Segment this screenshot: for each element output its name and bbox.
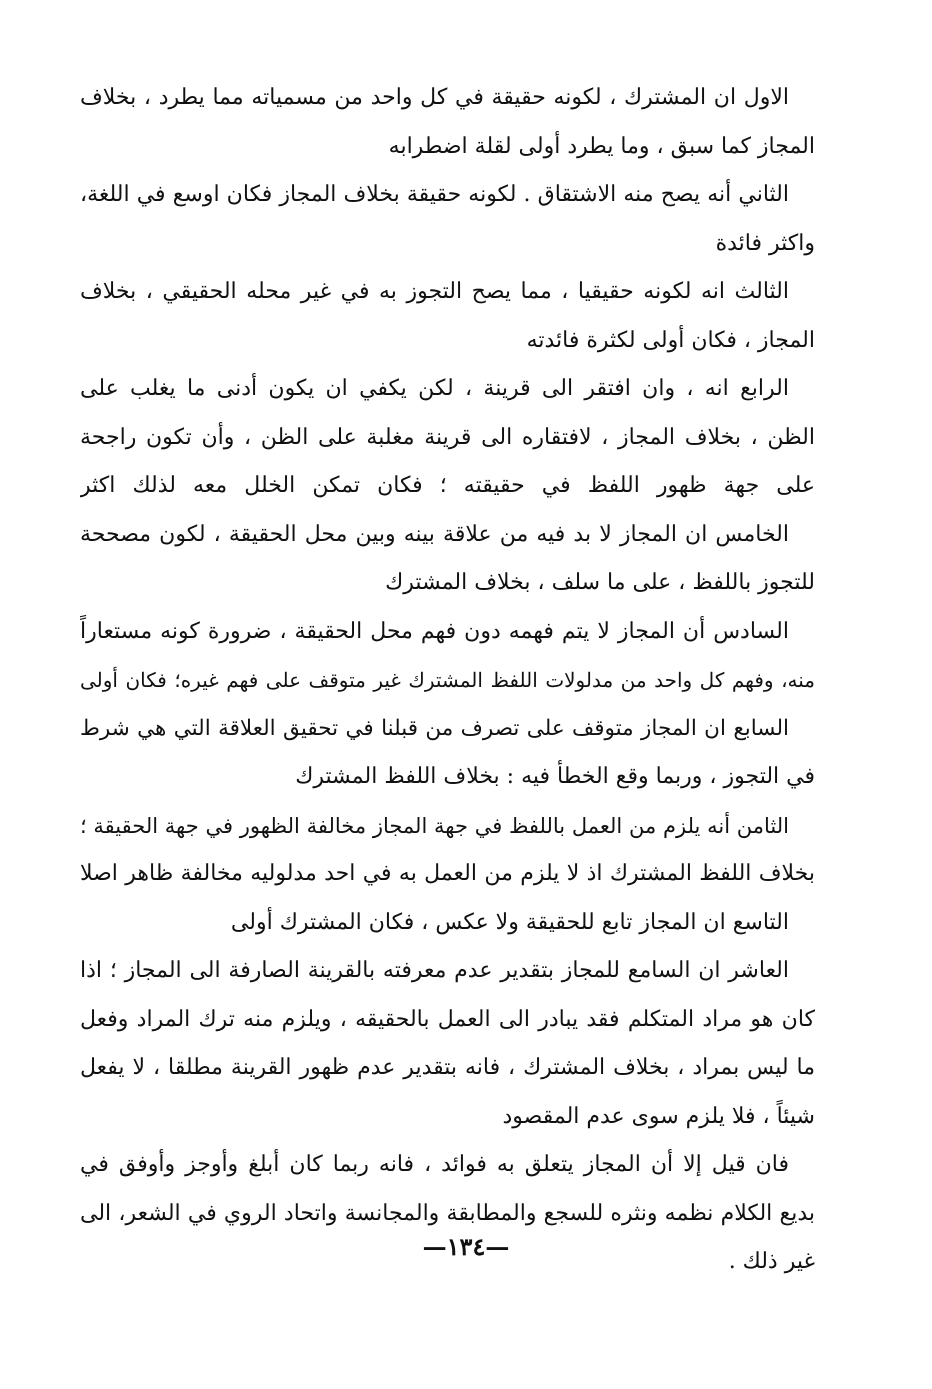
text-line-05: الثالث انه لكونه حقيقيا ، مما يصح التجوز به في غير محله الحقيقي ، بخلاف: [80, 279, 789, 304]
text-line-07: الرابع انه ، وان افتقر الى قرينة ، لكن يكفي ان يكون أدنى ما يغلب على: [80, 376, 789, 401]
text-line-10: الخامس ان المجاز لا بد فيه من علاقة بينه وبين محل الحقيقة ، لكون مصححة: [80, 521, 789, 547]
text-line-14: السابع ان المجاز متوقف على تصرف من قبلنا في تحقيق العلاقة التي هي شرط: [80, 715, 789, 741]
text-line-17: بخلاف اللفظ المشترك اذ لا يلزم من العمل به في احد مدلوليه مخالفة ظاهر اصلا: [80, 861, 815, 886]
text-line-20: كان هو مراد المتكلم فقد يبادر الى العمل بالحقيقه ، ويلزم منه ترك المراد وفعل: [80, 1006, 815, 1032]
body-text: [80, 74, 815, 1287]
text-line-06: المجاز ، فكان أولى لكثرة فائدته: [526, 327, 815, 353]
text-line-01: الاول ان المشترك ، لكونه حقيقة في كل واحد من مسمياته مما يطرد ، بخلاف: [80, 85, 789, 110]
text-line-11: للتجوز باللفظ ، على ما سلف ، بخلاف المشترك: [385, 570, 815, 595]
text-line-12: السادس أن المجاز لا يتم فهمه دون فهم محل الحقيقة ، ضرورة كونه مستعاراً: [80, 618, 789, 644]
text-line-15: في التجوز ، وربما وقع الخطأ فيه : بخلاف اللفظ المشترك: [295, 764, 815, 789]
text-line-02: المجاز كما سبق ، وما يطرد أولى لقلة اضطرابه: [388, 133, 815, 159]
text-line-21: ما ليس بمراد ، بخلاف المشترك ، فانه بتقدير عدم ظهور القرينة مطلقا ، لا يفعل: [80, 1055, 815, 1080]
text-line-16: الثامن أنه يلزم من العمل باللفظ في جهة المجاز مخالفة الظهور في جهة الحقيقة ؛: [80, 813, 789, 838]
text-line-22: شيئاً ، فلا يلزم سوى عدم المقصود: [502, 1103, 815, 1129]
text-line-19: العاشر ان السامع للمجاز بتقدير عدم معرفته بالقرينة الصارفة الى المجاز ؛ اذا: [80, 958, 789, 983]
text-line-25: غير ذلك .: [728, 1249, 815, 1274]
text-line-09: على جهة ظهور اللفظ في حقيقته ؛ فكان تمكن الخلل معه لذلك اكثر: [80, 473, 815, 498]
text-line-08: الظن ، بخلاف المجاز ، لافتقاره الى قرينة مغلبة على الظن ، وأن تكون راجحة: [80, 424, 815, 450]
text-line-18: التاسع ان المجاز تابع للحقيقة ولا عكس ، فكان المشترك أولى: [230, 909, 789, 935]
text-line-24: بديع الكلام نظمه ونثره للسجع والمطابقة والمجانسة واتحاد الروي في الشعر، الى: [80, 1200, 815, 1226]
text-line-03: الثاني أنه يصح منه الاشتقاق . لكونه حقيقة بخلاف المجاز فكان اوسع في اللغة،: [80, 182, 789, 207]
text-line-04: واكثر فائدة: [715, 230, 815, 256]
page-number: —١٣٤—: [422, 1232, 510, 1261]
text-line-23: فان قيل إلا أن المجاز يتعلق به فوائد ، فانه ربما كان أبلغ وأوجز وأوفق في: [80, 1152, 789, 1177]
text-line-13: منه، وفهم كل واحد من مدلولات اللفظ المشترك غير متوقف على فهم غيره؛ فكان أولى: [80, 668, 815, 692]
